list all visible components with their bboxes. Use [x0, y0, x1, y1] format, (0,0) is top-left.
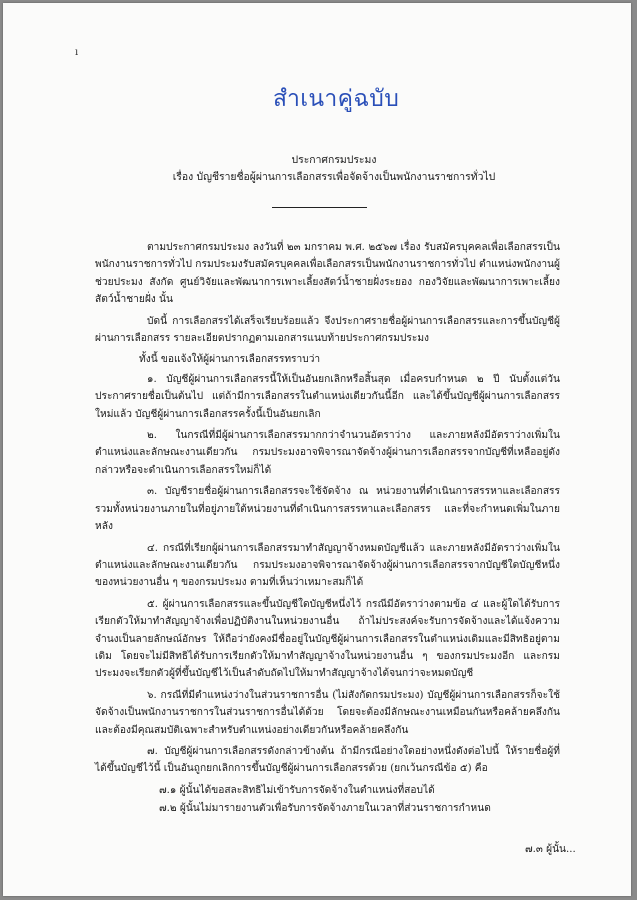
paragraph-item-6: ๖. กรณีที่มีตำแหน่งว่างในส่วนราชการอื่น (ไม่สังกัดกรมประมง) บัญชีผู้ผ่านการเลือกสรรก็จะใช้จัดจ้างเป็นพนักงานราชการในส่วนราชการอื่นได้ด้วย โดยจะต้องมีลักษณะงานเหมือนกันหรือคล้ายคลึงกันและต้องมีคุณสมบัติเฉพาะสำหรับตำแหน่งอย่างเดียวกันหรือคล้ายคลึงกัน: [95, 689, 560, 736]
paragraph-result: บัดนี้ การเลือกสรรได้เสร็จเรียบร้อยแล้ว จึงประกาศรายชื่อผู้ผ่านการเลือกสรรและการขึ้นบัญชีผู้ผ่านการเลือกสรร รายละเอียดปรากฏตามเอกสารแนบท้ายประกาศกรมประมง: [95, 315, 560, 345]
subitem-7-2: ๗.๒ ผู้นั้นไม่มารายงานตัวเพื่อรับการจัดจ้างภายในเวลาที่ส่วนราชการกำหนด: [159, 803, 491, 815]
paragraph-item-4: ๔. กรณีที่เรียกผู้ผ่านการเลือกสรรมาทำสัญญาจ้างหมดบัญชีแล้ว และภายหลังมีอัตราว่างเพิ่มในตำแหน่งและลักษณะงานเดียวกัน กรมประมงอาจพิจารณาจัดจ้างผู้ผ่านการเลือกสรรจากบัญชีใดบัญชีหนึ่งของหน่วยงานอื่น ๆ ของกรมประมง ตามที่เห็นว่าเหมาะสมก็ได้: [95, 542, 560, 589]
paragraph-background: ตามประกาศกรมประมง ลงวันที่ ๒๓ มกราคม พ.ศ. ๒๕๖๗ เรื่อง รับสมัครบุคคลเพื่อเลือกสรรเป็นพนักงานราชการทั่วไป กรมประมงรับสมัครบุคคลเพื่อเลือกสรรเป็นพนักงานราชการทั่วไป ตำแหน่งพนักงานผู้ช่วยประมง สังกัด ศูนย์วิจัยและพัฒนาการเพาะเลี้ยงสัตว์น้ำชายฝั่งระยอง กองวิจัยและพัฒนาการเพาะเลี้ยงสัตว์น้ำชายฝั่ง นั้น: [95, 242, 560, 306]
paragraph-item-2: ๒. ในกรณีที่มีผู้ผ่านการเลือกสรรมากกว่าจำนวนอัตราว่าง และภายหลังมีอัตราว่างเพิ่มในตำแหน่งและลักษณะงานเดียวกัน กรมประมงอาจพิจารณาจัดจ้างผู้ผ่านการเลือกสรรจากบัญชีที่เหลืออยู่ดังกล่าวหรือจะดำเนินการเลือกสรรใหม่ก็ได้: [95, 430, 560, 476]
copy-stamp: สำเนาคู่ฉบับ: [273, 86, 400, 112]
page-continuation: ๗.๓ ผู้นั้น...: [525, 844, 576, 855]
header-divider: [272, 207, 367, 208]
document-page: [3, 3, 631, 896]
announcement-issuer: ประกาศกรมประมง: [291, 154, 377, 166]
paragraph-item-1: ๑. บัญชีผู้ผ่านการเลือกสรรนี้ให้เป็นอันยกเลิกหรือสิ้นสุด เมื่อครบกำหนด ๒ ปี นับตั้งแต่วันประกาศรายชื่อเป็นต้นไป แต่ถ้ามีการเลือกสรรในตำแหน่งเดียวกันนี้อีก และได้ขึ้นบัญชีผู้ผ่านการเลือกสรรใหม่แล้ว บัญชีผู้ผ่านการเลือกสรรครั้งนี้เป็นอันยกเลิก: [95, 373, 560, 420]
paragraph-notice-intro: ทั้งนี้ ขอแจ้งให้ผู้ผ่านการเลือกสรรทราบว่า: [139, 354, 321, 366]
subitem-7-1: ๗.๑ ผู้นั้นได้ขอสละสิทธิไม่เข้ารับการจัดจ้างในตำแหน่งที่สอบได้: [159, 784, 435, 796]
paragraph-item-3: ๓. บัญชีรายชื่อผู้ผ่านการเลือกสรรจะใช้จัดจ้าง ณ หน่วยงานที่ดำเนินการสรรหาและเลือกสรรรวมทั้งหน่วยงานภายในที่อยู่ภายใต้หน่วยงานที่ดำเนินการสรรหาและเลือกสรร และที่จะกำหนดเพิ่มในภายหลัง: [95, 486, 560, 533]
paragraph-item-7: ๗. บัญชีผู้ผ่านการเลือกสรรดังกล่าวข้างต้น ถ้ามีกรณีอย่างใดอย่างหนึ่งดังต่อไปนี้ ให้รายชื่อผู้ที่ได้ขึ้นบัญชีไว้นี้ เป็นอันถูกยกเลิกการขึ้นบัญชีผู้ผ่านการเลือกสรรด้วย (ยกเว้นกรณีข้อ ๕) คือ: [95, 745, 560, 775]
corner-mark: ı: [75, 47, 79, 58]
document-body: [95, 239, 560, 819]
paragraph-item-5: ๕. ผู้ผ่านการเลือกสรรและขึ้นบัญชีใดบัญชีหนึ่งไว้ กรณีมีอัตราว่างตามข้อ ๔ และผู้ใดได้รับการเรียกตัวให้มาทำสัญญาจ้างเพื่อปฏิบัติงานในหน่วยงานอื่น ถ้าไม่ประสงค์จะรับการจัดจ้างและได้แจ้งความจำนงเป็นลายลักษณ์อักษร ให้ถือว่ายังคงมีชื่ออยู่ในบัญชีผู้ผ่านการเลือกสรรในตำแหน่งเดิมและมีสิทธิอยู่ตามเดิม โดยจะไม่มีสิทธิได้รับการเรียกตัวให้มาทำสัญญาจ้างในหน่วยงานอื่น ๆ ของกรมประมงอีก และกรมประมงจะเรียกตัวผู้ที่ขึ้นบัญชีไว้เป็นลำดับถัดไปให้มาทำสัญญาจ้างได้จนกว่าจะหมดบัญชี: [95, 598, 560, 680]
announcement-subject: เรื่อง บัญชีรายชื่อผู้ผ่านการเลือกสรรเพื่อจัดจ้างเป็นพนักงานราชการทั่วไป: [172, 171, 496, 183]
